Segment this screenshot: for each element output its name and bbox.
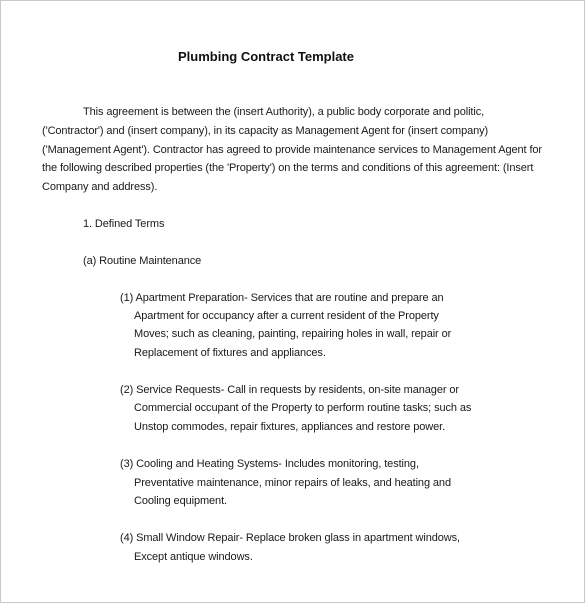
- intro-line-1: This agreement is between the (insert Authority), a public body corporate and politic,: [83, 106, 485, 118]
- item-4-line-1: (4) Small Window Repair- Replace broken glass in apartment windows,: [120, 532, 460, 544]
- item-1-line-2: Apartment for occupancy after a current resident of the Property: [134, 310, 439, 322]
- intro-line-4: the following described properties (the 'Property') on the terms and conditions of this agreement: (Insert: [42, 162, 534, 174]
- item-3-line-1: (3) Cooling and Heating Systems- Includes monitoring, testing,: [120, 458, 419, 470]
- item-2-line-1: (2) Service Requests- Call in requests by residents, on-site manager or: [120, 384, 459, 396]
- item-4-line-2: Except antique windows.: [134, 551, 253, 563]
- item-3-line-3: Cooling equipment.: [134, 495, 227, 507]
- document-title: Plumbing Contract Template: [178, 49, 354, 64]
- item-2-line-2: Commercial occupant of the Property to perform routine tasks; such as: [134, 402, 472, 414]
- intro-line-3: ('Management Agent'). Contractor has agreed to provide maintenance services to Management Agent for: [42, 144, 542, 156]
- item-1-line-3: Moves; such as cleaning, painting, repairing holes in wall, repair or: [134, 328, 452, 340]
- intro-line-5: Company and address).: [42, 181, 158, 193]
- item-2-line-3: Unstop commodes, repair fixtures, appliances and restore power.: [134, 421, 446, 433]
- item-1-line-1: (1) Apartment Preparation- Services that are routine and prepare an: [120, 292, 444, 304]
- subsection-heading: (a) Routine Maintenance: [83, 255, 202, 267]
- intro-line-2: ('Contractor') and (insert company), in its capacity as Management Agent for (insert company): [42, 125, 489, 137]
- section-heading: 1. Defined Terms: [83, 218, 165, 230]
- item-3-line-2: Preventative maintenance, minor repairs of leaks, and heating and: [134, 477, 451, 489]
- item-1-line-4: Replacement of fixtures and appliances.: [134, 347, 326, 359]
